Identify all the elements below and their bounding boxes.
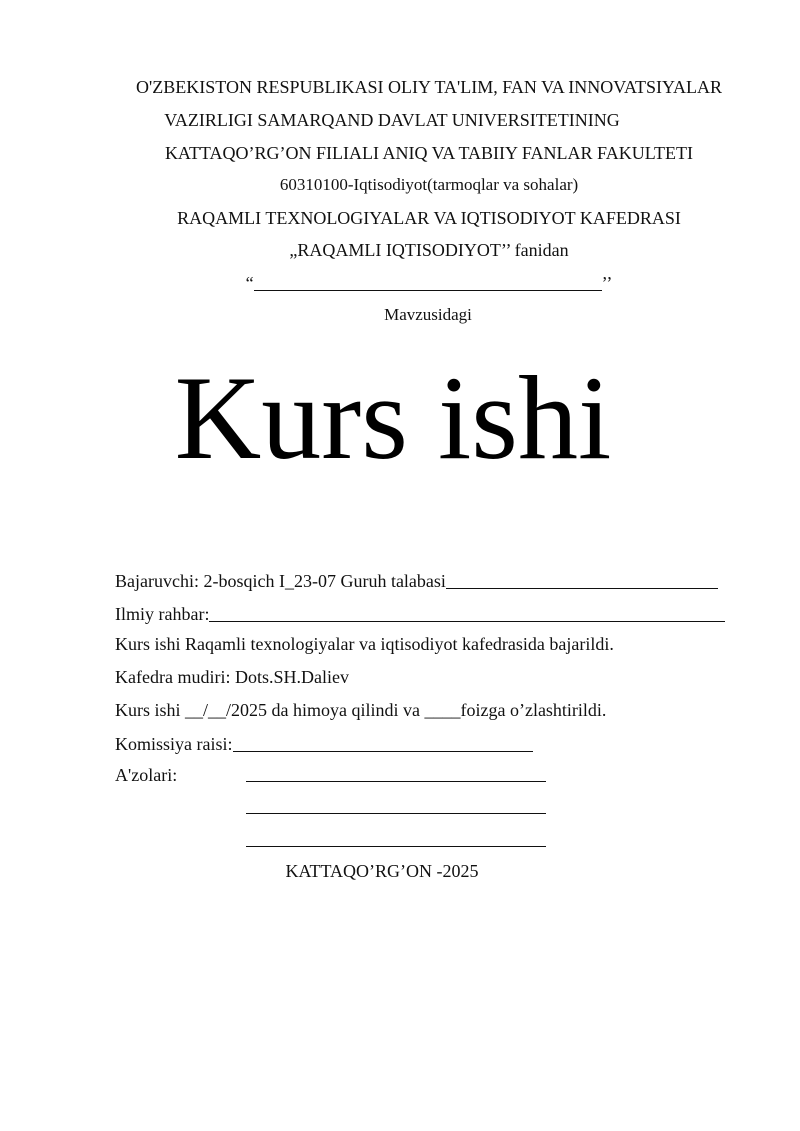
header-department-line: RAQAMLI TEXNOLOGIYALAR VA IQTISODIYOT KAFEDRASI xyxy=(177,208,681,228)
topic-blank xyxy=(254,274,602,291)
defense-statement: Kurs ishi __/__/2025 da himoya qilindi va ____foizga o’zlashtirildi. xyxy=(115,700,607,720)
footer-city-year: KATTAQO’RG’ON -2025 xyxy=(285,861,479,881)
header-subject-line: „RAQAMLI IQTISODIYOT’’ fanidan xyxy=(289,240,569,260)
header-specialty-line: 60310100-Iqtisodiyot(tarmoqlar va sohalar) xyxy=(279,175,579,194)
header-faculty-line: KATTAQO’RG’ON FILIALI ANIQ VA TABIIY FANLAR FAKULTETI xyxy=(164,143,694,163)
completed-statement: Kurs ishi Raqamli texnologiyalar va iqtisodiyot kafedrasida bajarildi. xyxy=(115,634,614,654)
commission-chair-label: Komissiya raisi: xyxy=(115,734,233,754)
department-head: Kafedra mudiri: Dots.SH.Daliev xyxy=(115,667,349,687)
header-university-line: VAZIRLIGI SAMARQAND DAVLAT UNIVERSITETINING xyxy=(164,110,620,130)
supervisor-label: Ilmiy rahbar: xyxy=(115,604,210,624)
member-blank-1 xyxy=(246,781,546,782)
header-ministry-line: O'ZBEKISTON RESPUBLIKASI OLIY TA'LIM, FAN VA INNOVATSIYALAR xyxy=(136,77,722,97)
topic-label: Mavzusidagi xyxy=(384,305,472,324)
supervisor-blank xyxy=(209,603,725,622)
executor-blank xyxy=(446,570,718,589)
topic-close-quote: ’’ xyxy=(601,273,613,293)
member-blank-2 xyxy=(246,813,546,814)
executor-label: Bajaruvchi: 2-bosqich I_23-07 Guruh talabasi xyxy=(115,571,446,591)
commission-chair-field xyxy=(115,731,533,755)
topic-blank-line xyxy=(0,272,800,294)
executor-field xyxy=(115,568,718,592)
topic-open-quote: “ xyxy=(245,273,254,293)
document-title: Kurs ishi xyxy=(174,351,612,484)
member-blank-3 xyxy=(246,846,546,847)
commission-chair-blank xyxy=(233,733,533,752)
members-label: A'zolari: xyxy=(115,765,178,785)
supervisor-field xyxy=(115,601,725,625)
